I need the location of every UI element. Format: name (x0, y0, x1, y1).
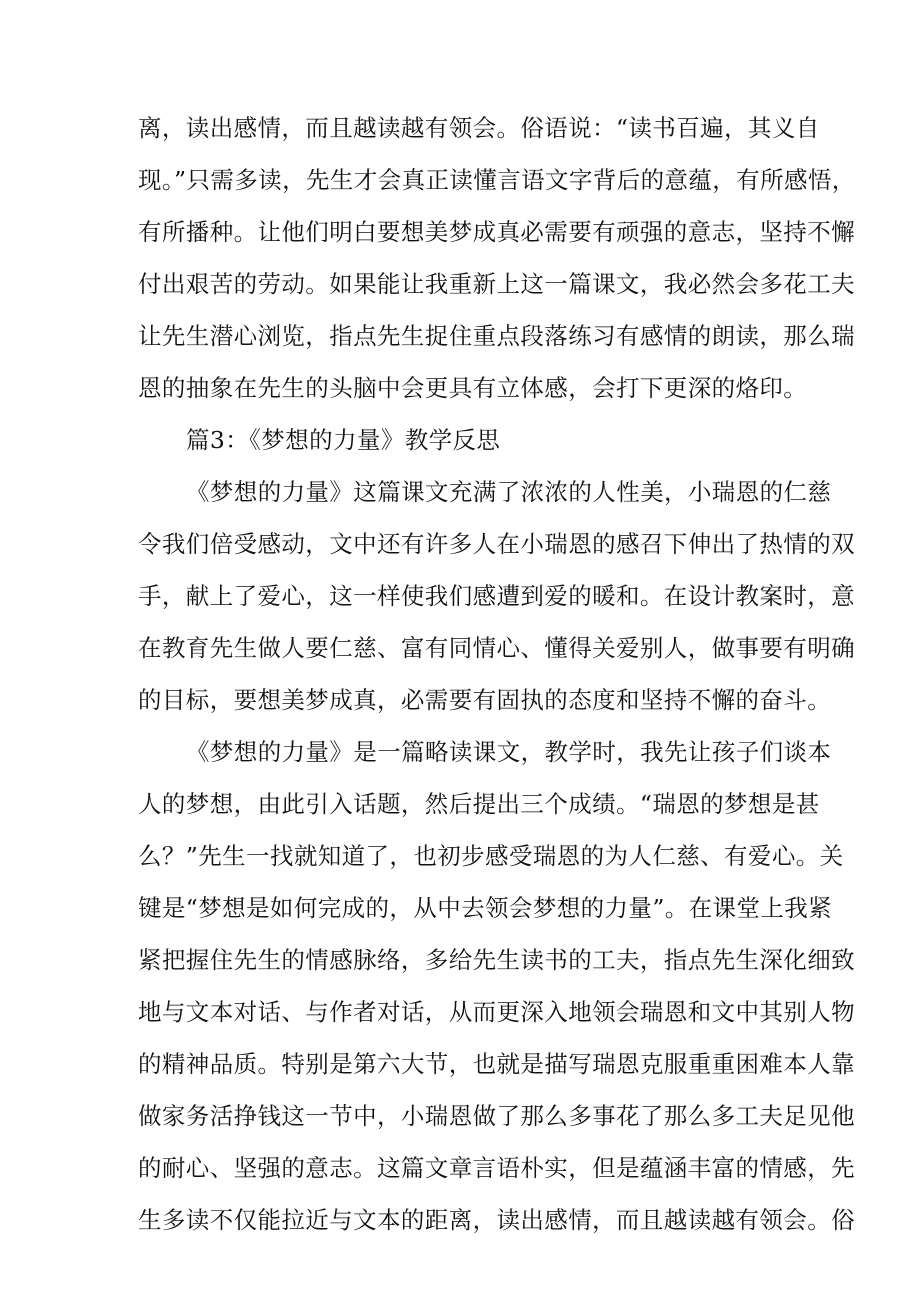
text-line: 生多读不仅能拉近与文本的距离，读出感情，而且越读越有领会。俗 (138, 1206, 855, 1234)
text-line: 令我们倍受感动，文中还有许多人在小瑞恩的感召下伸出了热情的双 (138, 530, 855, 558)
text-line: 做家务活挣钱这一节中，小瑞恩做了那么多事花了那么多工夫足见他 (138, 1102, 855, 1130)
text-line: 离，读出感情，而且越读越有领会。俗语说：“读书百遍，其义自 (138, 114, 820, 142)
text-line: 手，献上了爱心，这一样使我们感遭到爱的暖和。在设计教案时，意 (138, 582, 855, 610)
text-line: 么？”先生一找就知道了，也初步感受瑞恩的为人仁慈、有爱心。关 (138, 842, 844, 870)
text-line: 现。”只需多读，先生才会真正读懂言语文字背后的意蕴，有所感悟， (138, 166, 856, 194)
text-line: 有所播种。让他们明白要想美梦成真必需要有顽强的意志，坚持不懈 (138, 218, 855, 246)
text-line: 的耐心、坚强的意志。这篇文章言语朴实，但是蕴涵丰富的情感，先 (138, 1154, 855, 1182)
text-line: 《梦想的力量》是一篇略读课文，教学时，我先让孩子们谈本 (186, 738, 832, 766)
text-line: 紧把握住先生的情感脉络，多给先生读书的工夫，指点先生深化细致 (138, 946, 855, 974)
text-line: 的精神品质。特别是第六大节，也就是描写瑞恩克服重重困难本人靠 (138, 1050, 855, 1078)
text-line: 《梦想的力量》这篇课文充满了浓浓的人性美，小瑞恩的仁慈 (186, 478, 832, 506)
text-line: 让先生潜心浏览，指点先生捉住重点段落练习有感情的朗读，那么瑞 (138, 322, 855, 350)
text-line: 键是“梦想是如何完成的，从中去领会梦想的力量”。在课堂上我紧 (138, 894, 833, 922)
text-line: 的目标，要想美梦成真，必需要有固执的态度和坚持不懈的奋斗。 (138, 686, 832, 714)
section-heading: 篇3：《梦想的力量》教学反思 (186, 426, 501, 454)
text-line: 恩的抽象在先生的头脑中会更具有立体感，会打下更深的烙印。 (138, 374, 808, 402)
text-line: 付出艰苦的劳动。如果能让我重新上这一篇课文，我必然会多花工夫 (138, 270, 855, 298)
text-line: 在教育先生做人要仁慈、富有同情心、懂得关爱别人，做事要有明确 (138, 634, 855, 662)
text-line: 人的梦想，由此引入话题，然后提出三个成绩。“瑞恩的梦想是甚 (138, 790, 820, 818)
text-line: 地与文本对话、与作者对话，从而更深入地领会瑞恩和文中其别人物 (138, 998, 855, 1026)
